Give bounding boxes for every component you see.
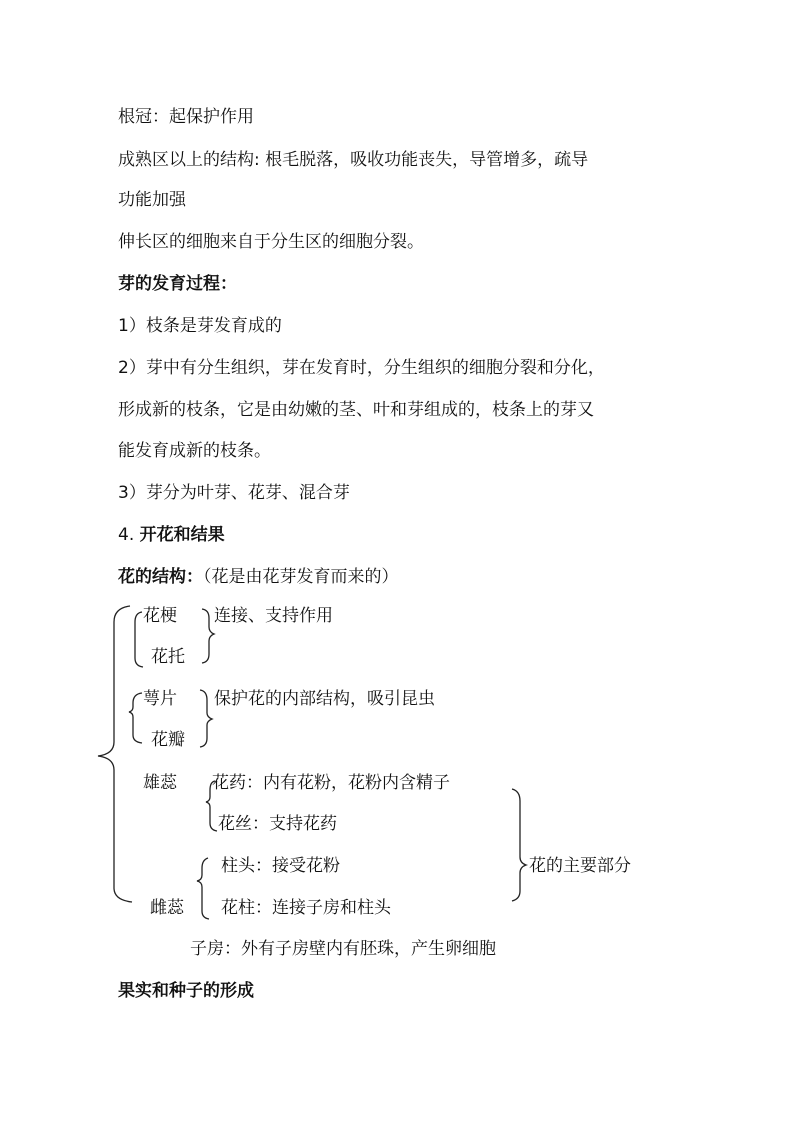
petal-label: 花瓣 [151, 730, 185, 750]
pedicel-right-brace [202, 609, 214, 663]
style-line: 花柱：连接子房和柱头 [221, 898, 391, 918]
section-title: 开花和结果 [139, 525, 225, 545]
sepal-label: 萼片 [143, 689, 177, 709]
mature-zone-line-1: 成熟区以上的结构: 根毛脱落，吸收功能丧失，导管增多，疏导 [118, 150, 589, 170]
fruit-seed-heading: 果实和种子的形成 [118, 981, 254, 1001]
elongation-line: 伸长区的细胞来自于分生区的细胞分裂。 [118, 232, 424, 252]
pistil-label: 雌蕊 [150, 898, 184, 918]
pedicel-left-brace [135, 612, 143, 667]
flower-structure-note: （花是由花芽发育而来的） [203, 567, 399, 587]
bud-point-1: 1）枝条是芽发育成的 [118, 316, 282, 336]
stamen-label: 雄蕊 [143, 773, 177, 793]
root-cap-line: 根冠：起保护作用 [118, 107, 254, 127]
section-number: 4. [118, 525, 140, 545]
sepal-right-brace [200, 690, 212, 747]
receptacle-label: 花托 [151, 647, 185, 667]
sepal-left-brace [129, 693, 142, 743]
flower-structure-label: 花的结构： [118, 567, 203, 587]
mature-zone-line-2: 功能加强 [118, 190, 186, 210]
pedicel-label: 花梗 [143, 606, 177, 626]
pistil-brace [197, 858, 209, 919]
bud-point-3: 3）芽分为叶芽、花芽、混合芽 [118, 483, 350, 503]
bud-heading: 芽的发育过程： [118, 274, 237, 294]
main-parts-label: 花的主要部分 [529, 856, 631, 876]
bud-point-2a: 2）芽中有分生组织，芽在发育时，分生组织的细胞分裂和分化， [118, 358, 605, 378]
stigma-line: 柱头：接受花粉 [221, 856, 340, 876]
ovary-line: 子房：外有子房壁内有胚珠，产生卵细胞 [190, 939, 496, 959]
bud-point-2c: 能发育成新的枝条。 [118, 441, 271, 461]
pedicel-function: 连接、支持作用 [214, 606, 333, 626]
sepal-petal-function: 保护花的内部结构，吸引昆虫 [214, 689, 435, 709]
main-parts-brace [512, 789, 526, 901]
bud-point-2b: 形成新的枝条，它是由幼嫩的茎、叶和芽组成的，枝条上的芽又 [118, 400, 594, 420]
outer-left-brace [98, 606, 132, 902]
filament-line: 花丝：支持花药 [218, 814, 337, 834]
anther-line: 花药：内有花粉，花粉内含精子 [212, 773, 450, 793]
